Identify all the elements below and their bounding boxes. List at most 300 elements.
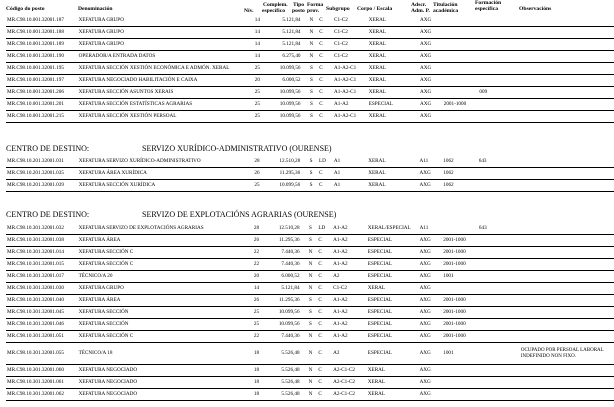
- cell-sub: A1-A2: [333, 237, 348, 243]
- cell-niv: 22: [253, 249, 260, 255]
- cell-adscr: AXG: [419, 285, 431, 291]
- cell-sub: A1-A2: [333, 261, 348, 267]
- cell-obs: [520, 51, 614, 63]
- cell-tit: [442, 365, 478, 377]
- cell-form: [478, 180, 520, 192]
- table-row: [6, 295, 614, 307]
- cell-sub: A1-A2-C1: [334, 113, 357, 119]
- table-row: [6, 111, 614, 123]
- section-title-xuridico: [6, 144, 606, 154]
- header-corpo: Corpo / Escala: [357, 6, 393, 12]
- cell-den: XEFATURA NEGOCIADO: [78, 391, 138, 397]
- cell-tit: [443, 51, 479, 63]
- cell-corpo: XERAL: [368, 158, 386, 164]
- cell-sub: A1-A2: [333, 321, 348, 327]
- cell-corpo: XERAL: [368, 17, 387, 23]
- cell-tit: 2001-1000: [443, 321, 466, 327]
- header-especifica: específica: [475, 6, 498, 12]
- positions-table-2: [6, 156, 614, 192]
- table-row: [6, 39, 614, 51]
- header-especifico: específico: [262, 8, 285, 14]
- cell-tit: 1001: [443, 350, 454, 356]
- cell-obs: [520, 295, 614, 307]
- cell-forma: C: [319, 53, 323, 59]
- cell-corpo: XERAL: [368, 113, 387, 119]
- table-row: [6, 168, 614, 180]
- cell-comp: 10.099,56: [278, 309, 300, 315]
- cell-adscr: AXG: [419, 391, 431, 397]
- cell-niv: 14: [254, 53, 260, 59]
- cell-forma: LD: [318, 158, 326, 164]
- cell-obs: [520, 39, 614, 51]
- cell-tipo: N: [308, 367, 313, 373]
- cell-tit: 2001-1000: [443, 101, 467, 107]
- cell-niv: 26: [253, 297, 260, 303]
- cell-forma: C: [318, 261, 322, 267]
- cell-corpo: ESPECIAL: [367, 333, 392, 339]
- cell-tipo: S: [308, 297, 312, 303]
- cell-comp: 5.121,84: [282, 29, 301, 35]
- cell-forma: C: [319, 29, 323, 35]
- cell-adscr: AXG: [419, 237, 431, 243]
- cell-tipo: S: [309, 170, 313, 176]
- cell-obs: [520, 15, 614, 27]
- cell-forma: C: [318, 273, 322, 279]
- cell-niv: 14: [253, 285, 260, 291]
- cell-code: MR.C98.10.001.32001.187: [7, 17, 64, 23]
- cell-obs: [520, 307, 614, 319]
- cell-code: MR.C98.10.001.32001.190: [7, 53, 64, 59]
- cell-comp: 6.000,52: [281, 273, 300, 279]
- table-row: [6, 15, 614, 27]
- cell-den: XEFATURA SECCIÓN XURÍDICA: [78, 182, 156, 188]
- cell-niv: 20: [253, 273, 260, 279]
- header-subgrupo: Subgrupo: [326, 6, 350, 12]
- cell-forma: C: [318, 333, 322, 339]
- cell-corpo: XERAL/ESPECIAL: [367, 225, 411, 231]
- cell-forma: C: [319, 41, 323, 47]
- cell-tipo: S: [308, 321, 312, 327]
- cell-form: [478, 27, 520, 39]
- cell-tipo: N: [309, 53, 314, 59]
- cell-tit: [443, 87, 479, 99]
- cell-comp: 6.275,40: [282, 53, 301, 59]
- cell-forma: C: [319, 89, 323, 95]
- cell-code: MR.C98.10.001.32001.188: [7, 29, 64, 35]
- cell-forma: C: [318, 350, 322, 356]
- cell-comp: 5.121,84: [282, 41, 301, 47]
- cell-code: MR.C98.10.301.32001.051: [7, 333, 64, 339]
- cell-code: MR.C98.10.001.32001.197: [7, 77, 64, 83]
- cell-tipo: N: [308, 350, 313, 356]
- cell-comp: 5.121,84: [282, 17, 301, 23]
- cell-comp: 7.440,36: [281, 249, 300, 255]
- cell-code: MR.C98.10.301.32001.055: [7, 350, 64, 356]
- cell-corpo: XERAL: [368, 182, 386, 188]
- cell-code: MR.C98.10.201.32001.031: [7, 158, 64, 164]
- header-academica: académica: [433, 8, 459, 14]
- cell-obs: [520, 111, 614, 123]
- cell-sub: A1-A2: [333, 333, 348, 339]
- cell-sub: A1-A2: [333, 249, 348, 255]
- cell-niv: 20: [254, 77, 260, 83]
- table-row: [6, 63, 614, 75]
- cell-obs: [520, 259, 614, 271]
- cell-forma: C: [318, 297, 322, 303]
- cell-obs: [520, 331, 614, 343]
- cell-niv: 25: [253, 321, 260, 327]
- cell-obs: [520, 319, 614, 331]
- cell-den: XEFATURA SECCIÓN XESTIÓN PERSOAL: [78, 113, 177, 119]
- cell-form: [478, 168, 520, 180]
- section-title-explotacions: [6, 210, 606, 220]
- cell-comp: 5.526,48: [281, 391, 300, 397]
- cell-tipo: S: [308, 225, 312, 231]
- cell-comp: 5.121,84: [281, 285, 300, 291]
- cell-tit: 2001-1000: [443, 297, 466, 303]
- cell-forma: C: [318, 285, 322, 291]
- cell-tit: 2001-1000: [443, 237, 466, 243]
- cell-tipo: N: [308, 391, 313, 397]
- cell-forma: C: [319, 17, 323, 23]
- cell-form: [478, 259, 520, 271]
- cell-obs: OCUPADO POR PERSOAL LABORAL INDEFINIDO NON FIXO.: [520, 347, 604, 359]
- cell-tipo: S: [309, 113, 313, 119]
- cell-forma: C: [318, 321, 322, 327]
- cell-adscr: AXG: [419, 273, 431, 279]
- table-row: [6, 180, 614, 192]
- cell-corpo: XERAL: [367, 367, 386, 373]
- cell-den: OPERADOR/A ENTRADA DATOS: [78, 53, 156, 59]
- cell-code: MR.C98.10.301.32001.015: [7, 261, 64, 267]
- cell-forma: C: [318, 391, 322, 397]
- header-observacions: Observacións: [519, 6, 552, 12]
- cell-obs: [520, 75, 614, 87]
- cell-sub: A2-C1-C2: [333, 367, 356, 373]
- cell-tipo: N: [309, 17, 314, 23]
- cell-comp: 10.099,56: [279, 182, 301, 188]
- cell-code: MR.C98.10.001.32001.215: [7, 113, 64, 119]
- cell-niv: 26: [253, 237, 260, 243]
- cell-den: XEFATURA SECCIÓN ESTATÍSTICAS AGRARIAS: [78, 101, 193, 107]
- cell-den: XEFATURA GRUPO: [78, 41, 124, 47]
- cell-corpo: XERAL: [368, 53, 387, 59]
- cell-adscr: AXG: [420, 89, 432, 95]
- table-row: [6, 343, 614, 365]
- cell-code: MR.C98.10.301.32001.017: [7, 273, 64, 279]
- cell-code: MR.C98.10.301.32001.062: [7, 391, 64, 397]
- cell-sub: A1-A2-C1: [334, 77, 357, 83]
- table-row: [6, 389, 614, 401]
- cell-adscr: AXG: [419, 261, 431, 267]
- table-row: [6, 87, 614, 99]
- cell-tipo: N: [308, 379, 313, 385]
- cell-den: XEFATURA ÁREA: [78, 237, 121, 243]
- cell-den: XEFATURA ÁREA: [78, 297, 121, 303]
- cell-niv: 14: [254, 17, 260, 23]
- cell-corpo: XERAL: [367, 391, 386, 397]
- header-nivel: Nív.: [244, 8, 254, 14]
- table-row: [6, 259, 614, 271]
- cell-den: TÉCNICO/A 18: [78, 350, 113, 356]
- cell-sub: A2-C1-C2: [333, 379, 356, 385]
- cell-tipo: S: [309, 101, 313, 107]
- cell-tipo: S: [309, 65, 313, 71]
- cell-form: [478, 283, 520, 295]
- cell-comp: 5.526,48: [281, 379, 300, 385]
- cell-comp: 5.526,48: [281, 350, 300, 356]
- table-row: [6, 319, 614, 331]
- cell-den: XEFATURA SECCIÓN ASUNTOS XERAIS: [78, 89, 174, 95]
- cell-form: [478, 247, 520, 259]
- cell-forma: C: [318, 170, 323, 176]
- cell-sub: A1: [333, 170, 341, 176]
- cell-obs: [520, 223, 614, 235]
- cell-obs: [520, 180, 614, 192]
- cell-den: XEFATURA NEGOCIADO: [78, 379, 138, 385]
- cell-niv: 25: [254, 101, 260, 107]
- cell-form: [478, 51, 520, 63]
- cell-tit: 1001: [443, 273, 454, 279]
- cell-forma: C: [318, 367, 322, 373]
- cell-obs: [520, 156, 614, 168]
- table-row: [6, 247, 614, 259]
- cell-tipo: S: [308, 309, 312, 315]
- cell-niv: 25: [253, 309, 260, 315]
- cell-tipo: S: [309, 182, 313, 188]
- cell-comp: 10.099,56: [279, 113, 301, 119]
- cell-sub: A1-A2-C1: [334, 65, 357, 71]
- cell-obs: [520, 87, 614, 99]
- cell-corpo: XERAL: [368, 29, 387, 35]
- cell-form: [478, 39, 520, 51]
- cell-sub: C1-C2: [334, 29, 348, 35]
- cell-adscr: AXG: [420, 41, 432, 47]
- cell-corpo: ESPECIAL: [367, 249, 392, 255]
- cell-den: XEFATURA SECCIÓN: [78, 309, 129, 315]
- table-row: [6, 99, 614, 111]
- cell-comp: 12.510,28: [279, 158, 301, 164]
- cell-corpo: XERAL: [368, 89, 387, 95]
- cell-tipo: S: [309, 158, 313, 164]
- cell-comp: 5.526,48: [281, 367, 300, 373]
- cell-form: 643: [478, 158, 487, 164]
- cell-comp: 6.000,52: [282, 77, 301, 83]
- cell-code: MR.C98.10.001.32001.201: [7, 101, 64, 107]
- cell-tit: [442, 389, 478, 401]
- header-titulacion: Titulación: [433, 2, 458, 8]
- cell-comp: 10.099,56: [279, 101, 301, 107]
- table-row: [6, 365, 614, 377]
- cell-niv: 25: [254, 113, 260, 119]
- cell-tit: 1062: [443, 170, 454, 176]
- cell-corpo: XERAL: [368, 41, 387, 47]
- cell-obs: [520, 99, 614, 111]
- cell-tit: 1062: [443, 182, 454, 188]
- cell-corpo: ESPECIAL: [367, 309, 392, 315]
- cell-obs: [520, 389, 614, 401]
- cell-corpo: XERAL: [367, 379, 386, 385]
- table-row: [6, 156, 614, 168]
- header-denominacion: Denominación: [78, 6, 113, 12]
- cell-tipo: N: [308, 285, 313, 291]
- cell-comp: 7.440,36: [281, 261, 300, 267]
- positions-table-3: [6, 223, 614, 401]
- cell-corpo: XERAL: [368, 77, 387, 83]
- cell-tipo: N: [308, 333, 313, 339]
- cell-forma: C: [318, 249, 322, 255]
- cell-tit: [443, 27, 479, 39]
- cell-sub: A1: [333, 182, 341, 188]
- cell-niv: 22: [253, 261, 260, 267]
- cell-sub: A1-A2-C1: [334, 89, 357, 95]
- cell-obs: [520, 235, 614, 247]
- cell-forma: C: [319, 77, 323, 83]
- cell-tit: [443, 111, 479, 123]
- cell-adscr: AXG: [419, 367, 431, 373]
- cell-forma: C: [318, 237, 322, 243]
- cell-form: [478, 389, 520, 401]
- section-label: CENTRO DE DESTINO:: [6, 144, 90, 153]
- table-row: [6, 331, 614, 343]
- table-row: [6, 307, 614, 319]
- cell-form: [478, 63, 520, 75]
- cell-corpo: XERAL: [368, 65, 387, 71]
- cell-code: MR.C98.10.301.32001.045: [7, 309, 64, 315]
- cell-adscr: AXG: [420, 29, 432, 35]
- cell-obs: [520, 27, 614, 39]
- cell-niv: 25: [254, 89, 260, 95]
- cell-sub: A2: [333, 273, 340, 279]
- cell-comp: 7.440,36: [281, 333, 300, 339]
- section-label: CENTRO DE DESTINO:: [6, 210, 90, 219]
- header-formacion: Formación: [475, 0, 502, 6]
- cell-sub: C1-C2: [334, 53, 348, 59]
- cell-sub: C1-C2: [333, 285, 347, 291]
- cell-niv: 25: [254, 65, 260, 71]
- cell-corpo: ESPECIAL: [367, 297, 392, 303]
- header-prov: prov.: [307, 8, 320, 14]
- cell-niv: 14: [254, 41, 260, 47]
- cell-form: [478, 235, 520, 247]
- cell-corpo: ESPECIAL: [367, 237, 392, 243]
- cell-code: MR.C98.10.001.32001.195: [7, 65, 64, 71]
- cell-forma: C: [319, 101, 323, 107]
- column-header: [0, 0, 614, 14]
- cell-tit: 2001-1000: [443, 249, 466, 255]
- cell-niv: 26: [254, 170, 260, 176]
- cell-corpo: ESPECIAL: [367, 261, 392, 267]
- cell-forma: C: [318, 182, 323, 188]
- cell-form: [478, 271, 520, 283]
- cell-form: [478, 377, 520, 389]
- cell-corpo: ESPECIAL: [367, 273, 392, 279]
- cell-adscr: AXG: [420, 65, 432, 71]
- table-row: [6, 377, 614, 389]
- cell-den: XEFATURA SERVIZO DE EXPLOTACIÓNS AGRARIAS: [78, 225, 204, 231]
- cell-obs: [520, 283, 614, 295]
- cell-adscr: A11: [419, 158, 429, 164]
- cell-obs: [520, 63, 614, 75]
- cell-comp: 11.295,36: [279, 297, 300, 303]
- table-row: [6, 283, 614, 295]
- cell-adscr: AXG: [419, 297, 431, 303]
- cell-code: MR.C98.10.301.32001.038: [7, 237, 64, 243]
- cell-code: MR.C98.10.301.32001.040: [7, 297, 64, 303]
- positions-table-1: [6, 15, 614, 123]
- cell-adscr: AXG: [419, 379, 431, 385]
- cell-corpo: XERAL: [368, 170, 386, 176]
- cell-code: MR.C98.10.001.32001.189: [7, 41, 64, 47]
- cell-den: XEFATURA SECCIÓN C: [78, 261, 134, 267]
- cell-adscr: AXG: [420, 77, 432, 83]
- cell-corpo: ESPECIAL: [367, 350, 392, 356]
- cell-sub: A2-C1-C2: [333, 391, 356, 397]
- cell-niv: 18: [253, 379, 260, 385]
- cell-code: MR.C98.10.301.32001.014: [7, 249, 64, 255]
- cell-adscr: AXG: [419, 170, 431, 176]
- cell-adscr: AXG: [420, 113, 432, 119]
- header-forma: Forma: [307, 2, 324, 8]
- cell-sub: A1-A2: [333, 309, 348, 315]
- cell-tit: [443, 63, 479, 75]
- cell-den: XEFATURA GRUPO: [78, 17, 124, 23]
- cell-obs: [520, 365, 614, 377]
- cell-corpo: ESPECIAL: [368, 101, 393, 107]
- cell-adscr: AXG: [419, 350, 431, 356]
- header-codigo: Código do posto: [6, 6, 45, 12]
- table-row: [6, 27, 614, 39]
- cell-den: XEFATURA GRUPO: [78, 285, 124, 291]
- cell-tit: [443, 75, 479, 87]
- cell-forma: LD: [318, 225, 326, 231]
- cell-sub: A1: [333, 158, 341, 164]
- cell-obs: [520, 247, 614, 259]
- cell-den: XEFATURA ÁREA XURÍDICA: [78, 170, 147, 176]
- cell-den: TÉCNICO/A 20: [78, 273, 113, 279]
- cell-code: MR.C98.10.301.32001.046: [7, 321, 64, 327]
- cell-code: MR.C98.10.201.32001.039: [7, 182, 64, 188]
- cell-code: MR.C98.10.001.32001.206: [7, 89, 64, 95]
- cell-tit: [442, 223, 478, 235]
- cell-adscr: AXG: [419, 333, 431, 339]
- cell-code: MR.C98.10.301.32001.030: [7, 285, 64, 291]
- cell-tit: 2001-1000: [443, 333, 466, 339]
- cell-den: XEFATURA SECCIÓN C: [78, 333, 134, 339]
- cell-code: MR.C98.10.301.32001.060: [7, 367, 64, 373]
- cell-tit: 2001-1000: [443, 309, 466, 315]
- cell-comp: 11.295,36: [279, 237, 300, 243]
- cell-tit: [442, 377, 478, 389]
- cell-corpo: XERAL: [367, 285, 386, 291]
- header-posto: posto: [292, 8, 305, 14]
- cell-form: [478, 331, 520, 343]
- cell-comp: 12.510,28: [278, 225, 300, 231]
- cell-sub: A2: [333, 350, 340, 356]
- cell-form: [478, 343, 520, 365]
- header-tipo: Tipo: [293, 2, 305, 8]
- cell-forma: C: [318, 379, 322, 385]
- cell-tipo: S: [309, 89, 313, 95]
- cell-niv: 25: [254, 182, 260, 188]
- cell-adscr: AXG: [420, 17, 432, 23]
- cell-den: XEFATURA SECCIÓN: [78, 321, 129, 327]
- cell-adscr: AXG: [419, 309, 431, 315]
- cell-tipo: N: [308, 273, 313, 279]
- cell-form: [478, 319, 520, 331]
- cell-tipo: N: [309, 29, 314, 35]
- table-row: [6, 51, 614, 63]
